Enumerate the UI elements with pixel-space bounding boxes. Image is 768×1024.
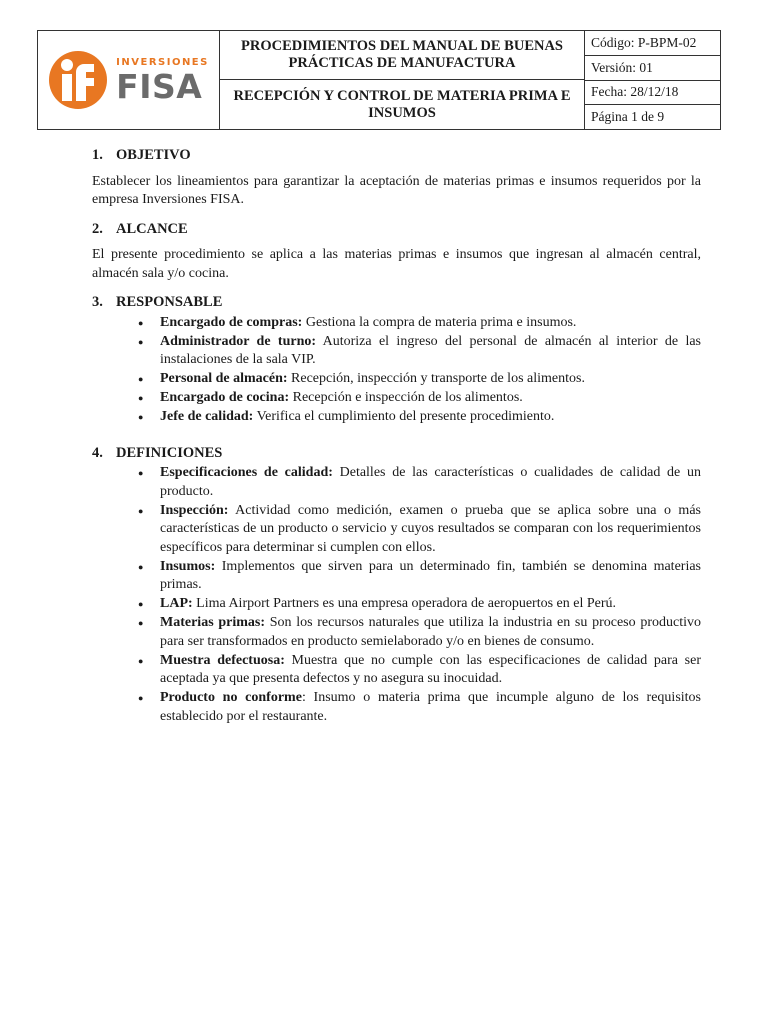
list-item bbox=[92, 652, 701, 689]
definiciones-list bbox=[92, 464, 701, 726]
item-description: Gestiona la compra de materia prima e insumos. bbox=[302, 314, 577, 330]
item-term: Muestra defectuosa: bbox=[160, 652, 285, 668]
list-item bbox=[92, 408, 701, 427]
list-item bbox=[92, 370, 701, 389]
item-term: Jefe de calidad: bbox=[160, 409, 254, 424]
item-term: LAP: bbox=[160, 596, 193, 611]
responsable-list bbox=[92, 314, 701, 427]
list-item bbox=[92, 389, 701, 408]
item-term: Administrador de turno: bbox=[160, 333, 317, 349]
objetivo-paragraph: Establecer los lineamientos para garantizar la aceptación de materias primas e insumos requeridos por la empresa Inversiones FISA. bbox=[92, 173, 701, 207]
item-description: Detalles de las características o cualidades de calidad de un producto. bbox=[160, 465, 701, 499]
list-item bbox=[92, 502, 701, 558]
list-item bbox=[92, 314, 701, 333]
logo-title: FISA bbox=[116, 66, 203, 106]
item-term: Especificaciones de calidad: bbox=[160, 465, 333, 480]
list-item bbox=[92, 333, 701, 370]
document-header bbox=[37, 30, 721, 130]
item-term: Insumos: bbox=[160, 558, 216, 574]
manual-title: PROCEDIMIENTOS DEL MANUAL DE BUENAS PRÁCTICAS DE MANUFACTURA bbox=[220, 31, 585, 80]
item-description: Implementos que sirven para un determinado fin, también se denomina materias primas. bbox=[160, 558, 701, 592]
item-term: Encargado de cocina: bbox=[160, 390, 290, 405]
section-title: RESPONSABLE bbox=[116, 294, 223, 310]
page-number: Página 1 de 9 bbox=[585, 104, 720, 129]
section-number: 4. bbox=[92, 444, 103, 461]
list-item bbox=[92, 464, 701, 501]
item-description: Son los recursos naturales que utiliza la industria en su proceso productivo para ser transformados en producto semielaborado y/o en bienes de consumo. bbox=[160, 615, 701, 649]
item-description: Actividad como medición, examen o prueba que se aplica sobre una o más características de un producto o servicio y cuyos resultados se comparan con los requerimientos específicos para determinar si cumplen con ellos. bbox=[160, 502, 701, 555]
list-item bbox=[92, 689, 701, 726]
item-description: Autoriza el ingreso del personal de almacén al interior de las instalaciones de la sala VIP. bbox=[160, 333, 701, 367]
item-term: Personal de almacén: bbox=[160, 371, 288, 386]
company-logo bbox=[48, 50, 209, 110]
item-term: Materias primas: bbox=[160, 615, 266, 630]
item-description: Recepción, inspección y transporte de los alimentos. bbox=[287, 371, 585, 386]
document-version: Versión: 01 bbox=[585, 55, 720, 80]
section-number: 3. bbox=[92, 294, 103, 310]
section-title: OBJETIVO bbox=[116, 147, 191, 163]
section-title: DEFINICIONES bbox=[116, 444, 223, 461]
item-description: Muestra que no cumple con las especificaciones de calidad para ser aceptada ya que presenta defectos y no asegura su inocuidad. bbox=[160, 652, 701, 686]
item-description: Lima Airport Partners es una empresa operadora de aeropuertos en el Perú. bbox=[192, 596, 617, 611]
item-description: : Insumo o materia prima que incumple alguno de los requisitos establecido por el restaurante. bbox=[160, 690, 701, 724]
section-heading-definiciones bbox=[92, 444, 701, 463]
logo-subtitle: INVERSIONES bbox=[116, 56, 209, 68]
section-heading-objetivo bbox=[92, 146, 701, 165]
fisa-logo-icon bbox=[48, 50, 108, 110]
item-term: Encargado de compras: bbox=[160, 314, 303, 330]
list-item bbox=[92, 614, 701, 651]
item-description: Verifica el cumplimiento del presente procedimiento. bbox=[253, 409, 555, 424]
alcance-paragraph: El presente procedimiento se aplica a las materias primas e insumos que ingresan al almacén central, almacén sala y/o cocina. bbox=[92, 247, 701, 281]
item-term: Producto no conforme bbox=[160, 690, 302, 705]
procedure-title: RECEPCIÓN Y CONTROL DE MATERIA PRIMA E INSUMOS bbox=[220, 80, 585, 129]
section-number: 2. bbox=[92, 220, 103, 237]
item-description: Recepción e inspección de los alimentos. bbox=[289, 390, 523, 405]
list-item bbox=[92, 558, 701, 595]
logo-cell bbox=[38, 31, 220, 129]
section-heading-alcance bbox=[92, 220, 701, 239]
document-date: Fecha: 28/12/18 bbox=[585, 80, 720, 105]
list-item bbox=[92, 595, 701, 614]
item-term: Inspección: bbox=[160, 502, 229, 518]
document-body bbox=[92, 146, 701, 727]
document-meta bbox=[585, 31, 720, 129]
section-heading-responsable bbox=[92, 293, 701, 312]
section-title: ALCANCE bbox=[116, 220, 188, 237]
document-code: Código: P-BPM-02 bbox=[591, 34, 697, 50]
section-number: 1. bbox=[92, 147, 103, 163]
